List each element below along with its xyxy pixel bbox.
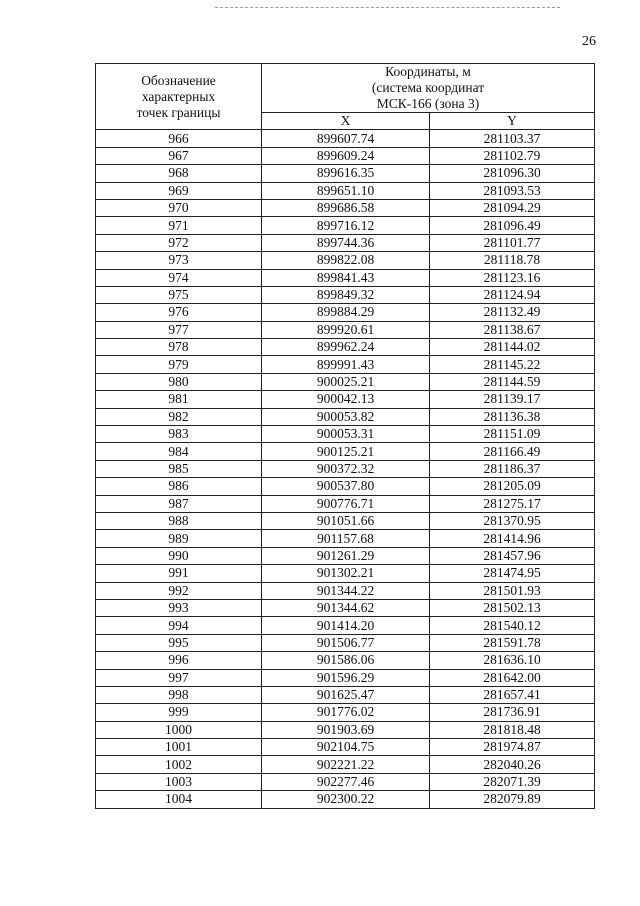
point-id-cell: 976 — [96, 304, 262, 321]
x-coordinate-cell: 899609.24 — [262, 147, 430, 164]
y-coordinate-cell: 281145.22 — [430, 356, 595, 373]
table-row — [96, 565, 595, 582]
x-coordinate-cell: 899991.43 — [262, 356, 430, 373]
point-id-cell: 988 — [96, 512, 262, 529]
table-row — [96, 721, 595, 738]
point-id-cell: 991 — [96, 565, 262, 582]
header-point-label-line: точек границы — [136, 104, 221, 120]
table-row — [96, 617, 595, 634]
table-row — [96, 426, 595, 443]
x-coordinate-cell: 901302.21 — [262, 565, 430, 582]
coordinates-table — [95, 63, 595, 809]
y-coordinate-cell: 281124.94 — [430, 286, 595, 303]
y-coordinate-cell: 281102.79 — [430, 147, 595, 164]
header-point-label — [96, 64, 262, 130]
point-id-cell: 970 — [96, 199, 262, 216]
x-coordinate-cell: 899607.74 — [262, 130, 430, 147]
header-point-label-line: характерных — [141, 88, 216, 104]
table-row — [96, 373, 595, 390]
point-id-cell: 977 — [96, 321, 262, 338]
x-coordinate-cell: 899920.61 — [262, 321, 430, 338]
point-id-cell: 990 — [96, 547, 262, 564]
x-coordinate-cell: 899744.36 — [262, 234, 430, 251]
point-id-cell: 975 — [96, 286, 262, 303]
point-id-cell: 973 — [96, 252, 262, 269]
table-row — [96, 739, 595, 756]
table-row — [96, 356, 595, 373]
y-coordinate-cell: 281132.49 — [430, 304, 595, 321]
table-row — [96, 756, 595, 773]
x-coordinate-cell: 899849.32 — [262, 286, 430, 303]
table-row — [96, 147, 595, 164]
y-coordinate-cell: 281166.49 — [430, 443, 595, 460]
point-id-cell: 993 — [96, 599, 262, 616]
table-row — [96, 286, 595, 303]
y-coordinate-cell: 282079.89 — [430, 791, 595, 808]
x-coordinate-cell: 901596.29 — [262, 669, 430, 686]
table-row — [96, 530, 595, 547]
point-id-cell: 979 — [96, 356, 262, 373]
point-id-cell: 1001 — [96, 739, 262, 756]
point-id-cell: 983 — [96, 426, 262, 443]
table-row — [96, 582, 595, 599]
table-row — [96, 669, 595, 686]
point-id-cell: 978 — [96, 339, 262, 356]
point-id-cell: 968 — [96, 165, 262, 182]
y-coordinate-cell: 281540.12 — [430, 617, 595, 634]
x-coordinate-cell: 899651.10 — [262, 182, 430, 199]
scan-artifact-line — [215, 7, 560, 8]
y-coordinate-cell: 281502.13 — [430, 599, 595, 616]
point-id-cell: 969 — [96, 182, 262, 199]
x-coordinate-cell: 900042.13 — [262, 391, 430, 408]
x-coordinate-cell: 902221.22 — [262, 756, 430, 773]
table-row — [96, 443, 595, 460]
x-coordinate-cell: 901776.02 — [262, 704, 430, 721]
x-coordinate-cell: 899841.43 — [262, 269, 430, 286]
header-coordinates-line: Координаты, м — [385, 64, 471, 79]
point-id-cell: 984 — [96, 443, 262, 460]
point-id-cell: 981 — [96, 391, 262, 408]
y-coordinate-cell: 281642.00 — [430, 669, 595, 686]
x-coordinate-cell: 899686.58 — [262, 199, 430, 216]
y-coordinate-cell: 281101.77 — [430, 234, 595, 251]
table-header — [96, 64, 595, 130]
point-id-cell: 996 — [96, 652, 262, 669]
point-id-cell: 997 — [96, 669, 262, 686]
x-coordinate-cell: 901344.22 — [262, 582, 430, 599]
x-coordinate-cell: 900776.71 — [262, 495, 430, 512]
point-id-cell: 980 — [96, 373, 262, 390]
x-coordinate-cell: 901051.66 — [262, 512, 430, 529]
x-coordinate-cell: 900025.21 — [262, 373, 430, 390]
x-coordinate-cell: 899962.24 — [262, 339, 430, 356]
table-row — [96, 652, 595, 669]
table-body — [96, 130, 595, 808]
y-coordinate-cell: 282071.39 — [430, 773, 595, 790]
table-row — [96, 252, 595, 269]
table-row — [96, 304, 595, 321]
table-row — [96, 321, 595, 338]
page-number: 26 — [582, 34, 596, 49]
header-point-label-line: Обозначение — [141, 72, 216, 88]
table-row — [96, 634, 595, 651]
x-coordinate-cell: 900053.31 — [262, 426, 430, 443]
table-row — [96, 686, 595, 703]
table-row — [96, 269, 595, 286]
y-coordinate-cell: 281457.96 — [430, 547, 595, 564]
table-row — [96, 773, 595, 790]
point-id-cell: 987 — [96, 495, 262, 512]
table-row — [96, 408, 595, 425]
point-id-cell: 966 — [96, 130, 262, 147]
header-x: X — [262, 113, 430, 130]
point-id-cell: 982 — [96, 408, 262, 425]
x-coordinate-cell: 902104.75 — [262, 739, 430, 756]
y-coordinate-cell: 281144.02 — [430, 339, 595, 356]
table-row — [96, 512, 595, 529]
y-coordinate-cell: 281151.09 — [430, 426, 595, 443]
x-coordinate-cell: 901344.62 — [262, 599, 430, 616]
point-id-cell: 989 — [96, 530, 262, 547]
point-id-cell: 1000 — [96, 721, 262, 738]
point-id-cell: 986 — [96, 478, 262, 495]
table-row — [96, 791, 595, 808]
y-coordinate-cell: 281139.17 — [430, 391, 595, 408]
point-id-cell: 972 — [96, 234, 262, 251]
y-coordinate-cell: 281093.53 — [430, 182, 595, 199]
table-row — [96, 165, 595, 182]
x-coordinate-cell: 900372.32 — [262, 460, 430, 477]
x-coordinate-cell: 901586.06 — [262, 652, 430, 669]
x-coordinate-cell: 901625.47 — [262, 686, 430, 703]
y-coordinate-cell: 281118.78 — [430, 252, 595, 269]
point-id-cell: 974 — [96, 269, 262, 286]
y-coordinate-cell: 281136.38 — [430, 408, 595, 425]
x-coordinate-cell: 899716.12 — [262, 217, 430, 234]
y-coordinate-cell: 281818.48 — [430, 721, 595, 738]
x-coordinate-cell: 901903.69 — [262, 721, 430, 738]
table-row — [96, 478, 595, 495]
point-id-cell: 992 — [96, 582, 262, 599]
x-coordinate-cell: 899884.29 — [262, 304, 430, 321]
table-row — [96, 599, 595, 616]
x-coordinate-cell: 901261.29 — [262, 547, 430, 564]
table-row — [96, 460, 595, 477]
table-row — [96, 391, 595, 408]
y-coordinate-cell: 281096.49 — [430, 217, 595, 234]
y-coordinate-cell: 281414.96 — [430, 530, 595, 547]
y-coordinate-cell: 281474.95 — [430, 565, 595, 582]
x-coordinate-cell: 899822.08 — [262, 252, 430, 269]
x-coordinate-cell: 901506.77 — [262, 634, 430, 651]
point-id-cell: 1004 — [96, 791, 262, 808]
y-coordinate-cell: 281123.16 — [430, 269, 595, 286]
point-id-cell: 998 — [96, 686, 262, 703]
header-y: Y — [430, 113, 595, 130]
y-coordinate-cell: 281636.10 — [430, 652, 595, 669]
y-coordinate-cell: 281144.59 — [430, 373, 595, 390]
header-coordinates-line: (система координат — [371, 80, 485, 95]
table-row — [96, 217, 595, 234]
table-row — [96, 182, 595, 199]
y-coordinate-cell: 281096.30 — [430, 165, 595, 182]
x-coordinate-cell: 900053.82 — [262, 408, 430, 425]
point-id-cell: 994 — [96, 617, 262, 634]
y-coordinate-cell: 281103.37 — [430, 130, 595, 147]
y-coordinate-cell: 281186.37 — [430, 460, 595, 477]
x-coordinate-cell: 901414.20 — [262, 617, 430, 634]
y-coordinate-cell: 281974.87 — [430, 739, 595, 756]
table-row — [96, 704, 595, 721]
y-coordinate-cell: 281094.29 — [430, 199, 595, 216]
y-coordinate-cell: 281205.09 — [430, 478, 595, 495]
y-coordinate-cell: 281138.67 — [430, 321, 595, 338]
point-id-cell: 971 — [96, 217, 262, 234]
x-coordinate-cell: 902300.22 — [262, 791, 430, 808]
table-row — [96, 199, 595, 216]
point-id-cell: 967 — [96, 147, 262, 164]
y-coordinate-cell: 281657.41 — [430, 686, 595, 703]
y-coordinate-cell: 281275.17 — [430, 495, 595, 512]
point-id-cell: 1003 — [96, 773, 262, 790]
y-coordinate-cell: 281736.91 — [430, 704, 595, 721]
y-coordinate-cell: 281501.93 — [430, 582, 595, 599]
table-row — [96, 547, 595, 564]
point-id-cell: 985 — [96, 460, 262, 477]
point-id-cell: 999 — [96, 704, 262, 721]
table-row — [96, 130, 595, 147]
header-coordinates — [262, 64, 595, 113]
header-coordinates-line: МСК-166 (зона 3) — [376, 96, 480, 111]
y-coordinate-cell: 281591.78 — [430, 634, 595, 651]
x-coordinate-cell: 899616.35 — [262, 165, 430, 182]
x-coordinate-cell: 900125.21 — [262, 443, 430, 460]
table-row — [96, 234, 595, 251]
x-coordinate-cell: 900537.80 — [262, 478, 430, 495]
y-coordinate-cell: 281370.95 — [430, 512, 595, 529]
point-id-cell: 995 — [96, 634, 262, 651]
x-coordinate-cell: 901157.68 — [262, 530, 430, 547]
table-row — [96, 495, 595, 512]
table-row — [96, 339, 595, 356]
y-coordinate-cell: 282040.26 — [430, 756, 595, 773]
point-id-cell: 1002 — [96, 756, 262, 773]
x-coordinate-cell: 902277.46 — [262, 773, 430, 790]
